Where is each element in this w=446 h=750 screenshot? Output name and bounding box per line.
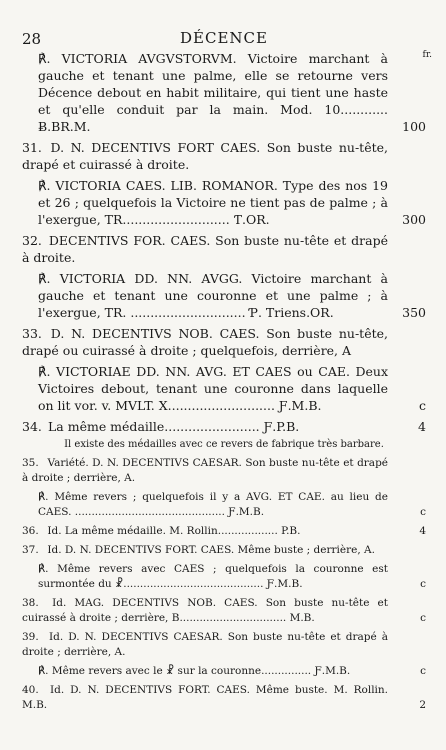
entry-text: ℟. VICTORIA AVGVSTORVM. Victoire marchant à gauche et tenant une palme, elle se retourne vers Décence debout en habit militaire, qui tient une haste et qu'elle conduit par la main. Mod. 10............ Ƀ.BR.M.: [38, 51, 388, 134]
entry-price: c: [418, 398, 426, 413]
list-item: [22, 418, 426, 435]
price-unit-label: fr.: [422, 50, 432, 60]
entry-text: DECENTIVS FOR. CAES. Son buste nu-tête et drapé à droite.: [22, 233, 388, 265]
entry-number: 36.: [22, 525, 39, 537]
page-header: [22, 26, 426, 50]
entries-list: [22, 50, 426, 435]
list-item: [22, 232, 426, 266]
entry-text: Variété. D. N. DECENTIVS CAESAR. Son buste nu-tête et drapé à droite ; derrière, A.: [22, 457, 388, 484]
list-item: [22, 325, 426, 359]
list-item: [22, 524, 426, 539]
entry-text: D. N. DECENTIVS NOB. CAES. Son buste nu-tête, drapé ou cuirassé à droite ; quelquefois, derrière, A: [22, 326, 388, 358]
entry-number: 39.: [22, 631, 39, 643]
page-number: 28: [22, 30, 42, 48]
list-item: [22, 490, 426, 520]
entry-text: Id. D. N. DECENTIVS CAESAR. Son buste nu-tête et drapé à droite ; derrière, A.: [22, 631, 389, 658]
entry-text: ℟. VICTORIAE DD. NN. AVG. ET CAES ou CAE. Deux Victoires debout, tenant une couronne dans laquelle on lit vor. v. MVLT. X........................... Ƒ.M.B.: [38, 364, 388, 413]
list-item: [22, 596, 426, 626]
entry-text: ℟. VICTORIA CAES. LIB. ROMANOR. Type des nos 19 et 26 ; quelquefois la Victoire ne tient pas de palme ; à l'exergue, TR........................... Ƭ.OR.: [38, 178, 388, 227]
list-item: [22, 562, 426, 592]
entry-number: 31.: [22, 140, 42, 155]
entry-price: c: [420, 612, 426, 624]
entry-text: ℟. Même revers avec le ☧ sur la couronne............... Ƒ.M.B.: [38, 665, 351, 677]
note-text: Il existe des médailles avec ce revers de fabrique très barbare.: [64, 439, 384, 450]
list-item: [22, 683, 426, 713]
entry-price: 2: [419, 699, 426, 711]
entry-text: D. N. DECENTIVS FORT CAES. Son buste nu-tête, drapé et cuirassé à droite.: [22, 140, 388, 172]
entry-text: Id. D. N. DECENTIVS FORT. CAES. Même buste. M. Rollin. M.B.: [22, 684, 389, 711]
entry-number: 32.: [22, 233, 42, 248]
entry-price: c: [420, 578, 426, 590]
list-item: [22, 139, 426, 173]
entry-text: Id. MAG. DECENTIVS NOB. CAES. Son buste nu-tête et cuirassé à droite ; derrière, B................................ M.B.: [22, 597, 388, 624]
entry-price: 4: [418, 419, 426, 434]
list-item: [22, 456, 426, 486]
entry-number: 35.: [22, 457, 39, 469]
list-item: [22, 270, 426, 321]
entry-text: Id. D. N. DECENTIVS FORT. CAES. Même buste ; derrière, A.: [47, 544, 375, 556]
entry-text: ℟. VICTORIA DD. NN. AVGG. Victoire marchant à gauche et tenant une couronne et une palme ; à l'exergue, TR. ............................. Ƥ. Triens.OR.: [38, 271, 388, 320]
list-item: [22, 177, 426, 228]
entry-text: La même médaille........................ Ƒ.P.B.: [47, 419, 300, 434]
entry-price: 4: [419, 525, 426, 537]
entry-number: 33.: [22, 326, 42, 341]
page-title: DÉCENCE: [180, 29, 268, 47]
entry-number: 34.: [22, 419, 42, 434]
entry-number: 38.: [22, 597, 39, 609]
entry-price: 300: [402, 212, 426, 227]
entry-price: c: [420, 665, 426, 677]
entry-price: 100: [402, 119, 426, 134]
entry-text: ℟. Même revers avec CAES ; quelquefois la couronne est surmontée du ☧.......................................... Ƒ.M.B.: [38, 563, 388, 590]
entry-number: 37.: [22, 544, 39, 556]
list-item: [22, 50, 426, 135]
list-item: [22, 664, 426, 679]
small-entries-list: [22, 456, 426, 713]
entry-text: Id. La même médaille. M. Rollin.................. P.B.: [47, 525, 301, 537]
list-item: [22, 630, 426, 660]
entry-price: 350: [402, 305, 426, 320]
list-item: [22, 543, 426, 558]
entry-text: ℟. Même revers ; quelquefois il y a AVG. ET CAE. au lieu de CAES. ............................................. Ƒ.M.B.: [38, 491, 388, 518]
list-item: [22, 363, 426, 414]
entry-price: c: [420, 506, 426, 518]
entry-number: 40.: [22, 684, 39, 696]
